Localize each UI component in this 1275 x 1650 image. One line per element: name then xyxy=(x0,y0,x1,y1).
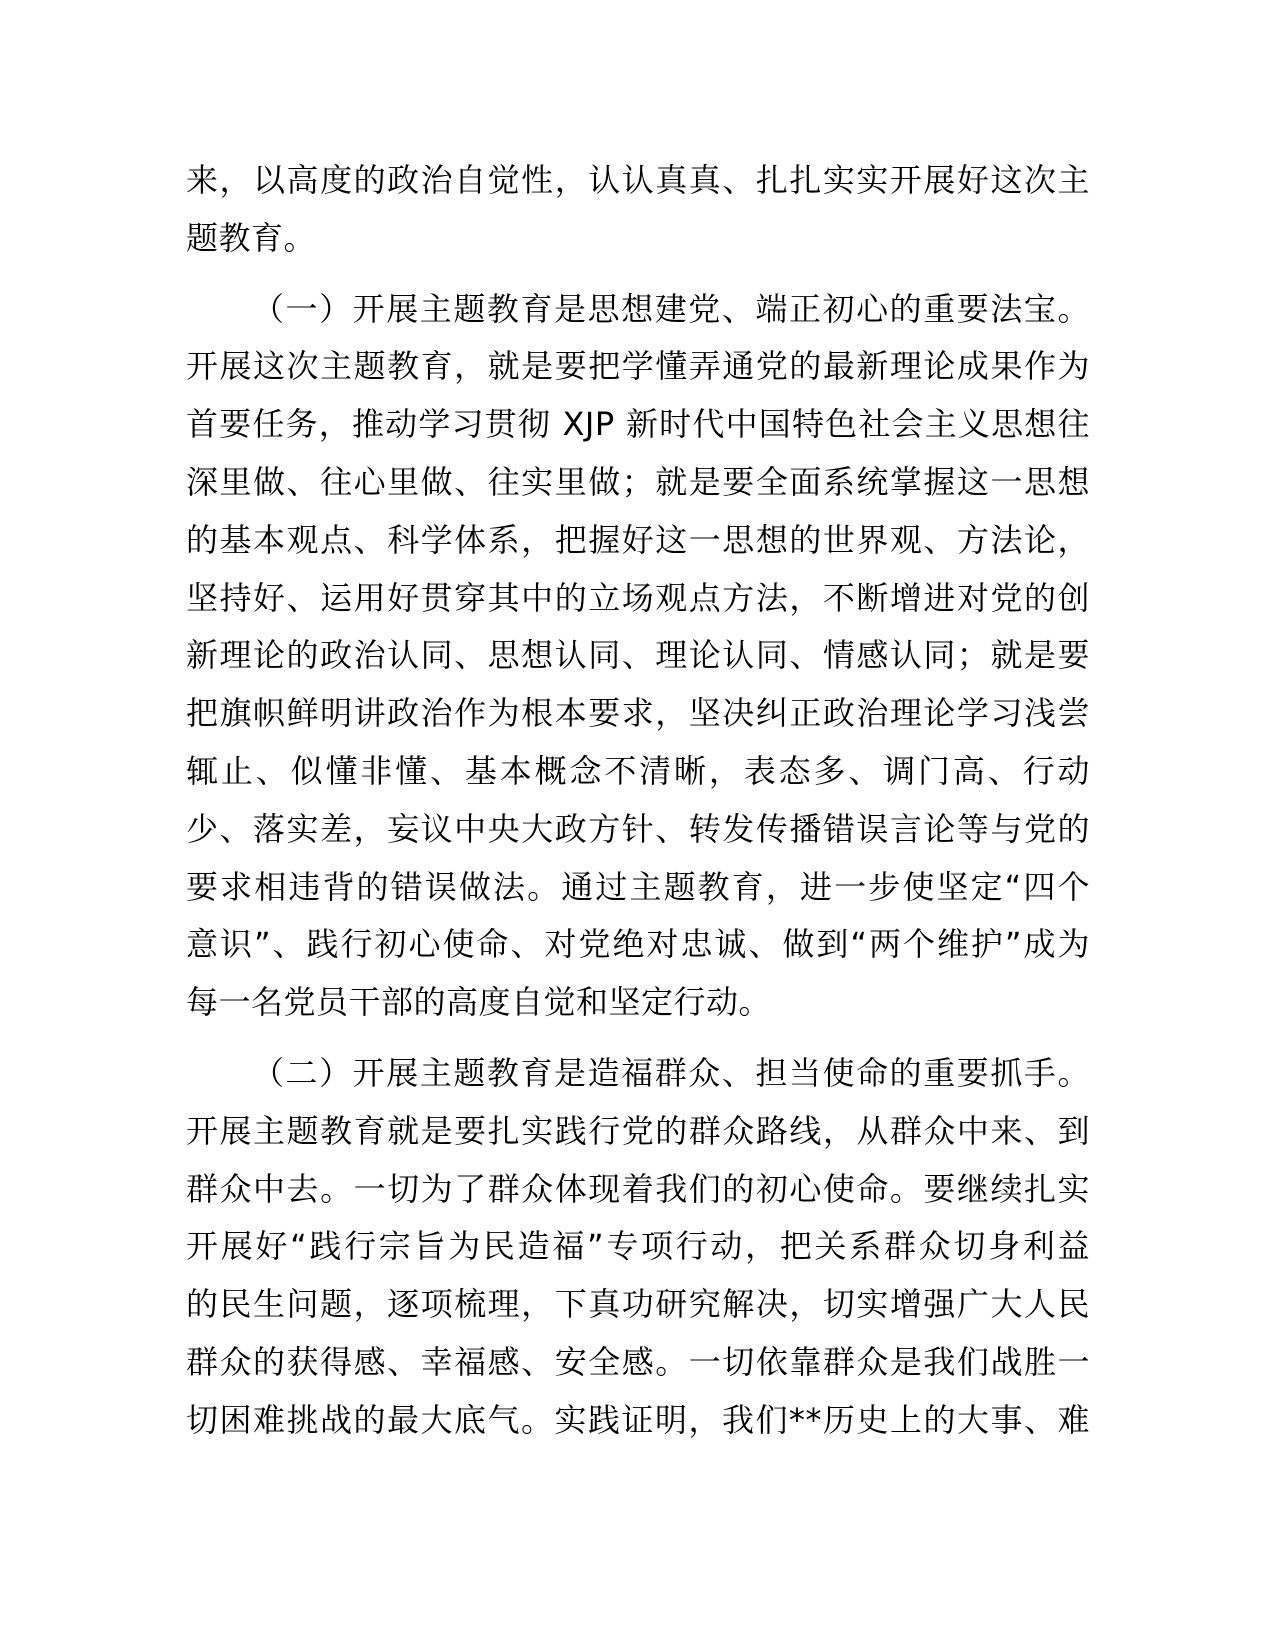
text-line: 的民生问题，逐项梳理，下真功研究解决，切实增强广大人民 xyxy=(186,1285,1090,1324)
text-line: 群众中去。一切为了群众体现着我们的初心使命。要继续扎实 xyxy=(186,1169,1090,1208)
text-line: 少、落实差，妄议中央大政方针、转发传播错误言论等与党的 xyxy=(186,809,1090,848)
text-line: 群众的获得感、幸福感、安全感。一切依靠群众是我们战胜一 xyxy=(186,1342,1090,1381)
paragraph-3 xyxy=(186,1045,1090,1450)
text-line: 题教育。 xyxy=(186,218,317,257)
text-line: 首要任务，推动学习贯彻 XJP 新时代中国特色社会主义思想往 xyxy=(186,405,1090,444)
text-line: 开展主题教育就是要扎实践行党的群众路线，从群众中来、到 xyxy=(186,1111,1090,1150)
text-line: 开展好“践行宗旨为民造福”专项行动，把关系群众切身利益 xyxy=(186,1227,1090,1266)
text-line: 要求相违背的错误做法。通过主题教育，进一步使坚定“四个 xyxy=(186,867,1090,906)
text-line: 的基本观点、科学体系，把握好这一思想的世界观、方法论， xyxy=(186,520,1090,559)
body-text xyxy=(186,152,1090,1450)
paragraph-2 xyxy=(186,281,1090,1032)
paragraph-1 xyxy=(186,152,1090,268)
text-line: 深里做、往心里做、往实里做；就是要全面系统掌握这一思想 xyxy=(186,462,1090,501)
text-line: 开展这次主题教育，就是要把学懂弄通党的最新理论成果作为 xyxy=(186,347,1090,386)
text-line: 新理论的政治认同、思想认同、理论认同、情感认同；就是要 xyxy=(186,636,1090,675)
text-line: 意识”、践行初心使命、对党绝对忠诚、做到“两个维护”成为 xyxy=(186,925,1090,964)
section-heading-line: （二）开展主题教育是造福群众、担当使命的重要抓手。 xyxy=(252,1053,1090,1092)
text-line: 每一名党员干部的高度自觉和坚定行动。 xyxy=(186,983,772,1022)
text-line: 来，以高度的政治自觉性，认认真真、扎扎实实开展好这次主 xyxy=(186,161,1090,199)
text-line: 把旗帜鲜明讲政治作为根本要求，坚决纠正政治理论学习浅尝 xyxy=(186,694,1090,733)
text-line: 切困难挑战的最大底气。实践证明，我们**历史上的大事、难 xyxy=(186,1400,1090,1439)
text-line: 辄止、似懂非懂、基本概念不清晰，表态多、调门高、行动 xyxy=(186,751,1090,790)
section-heading-line: （一）开展主题教育是思想建党、端正初心的重要法宝。 xyxy=(252,289,1090,328)
text-line: 坚持好、运用好贯穿其中的立场观点方法，不断增进对党的创 xyxy=(186,578,1090,617)
